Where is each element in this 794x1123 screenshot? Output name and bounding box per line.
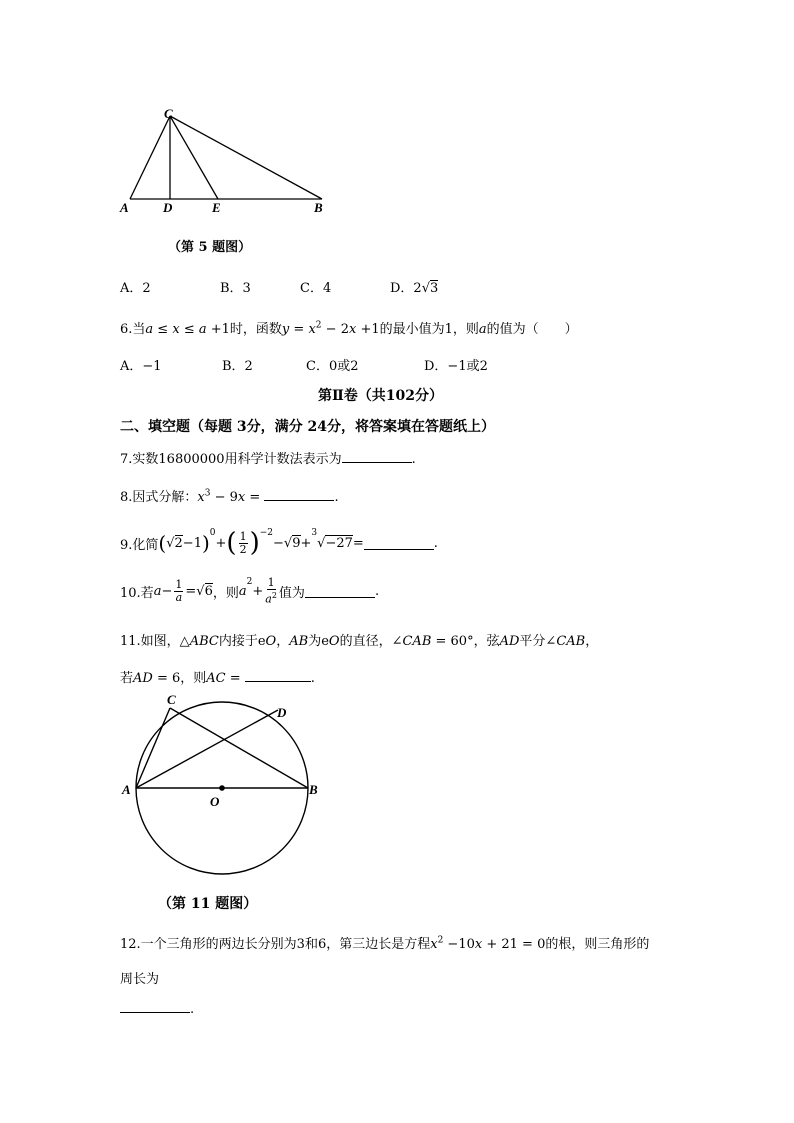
q11-text: = 60° — [431, 634, 474, 649]
q10-exponent: 2 — [246, 577, 253, 587]
fig5-label-b: B — [314, 200, 323, 215]
fig11-center-point — [219, 785, 225, 791]
q10-denominator: a — [175, 590, 183, 604]
q12-var-x: x — [474, 937, 483, 952]
fig11-label-a: A — [122, 782, 131, 797]
q9-plus: + — [300, 535, 312, 551]
q9-sqrt-arg: 2 — [174, 536, 183, 551]
q9-eq: = — [352, 535, 364, 551]
q12-end: . — [190, 1002, 195, 1017]
q11-var: AB — [289, 634, 309, 649]
sqrt-symbol: √ — [317, 535, 326, 551]
q11-text: 的直径，∠ — [339, 634, 403, 649]
q9-denominator: 2 — [239, 542, 247, 556]
q8-eq: = — [245, 490, 265, 505]
sqrt-symbol: √ — [166, 535, 175, 551]
q11-eq: = — [225, 671, 245, 686]
question-11-line-2 — [120, 667, 315, 686]
q11-var: O — [328, 634, 340, 649]
q6-eq: = — [289, 322, 309, 337]
q6-option-b: B．2 — [222, 359, 253, 374]
sqrt-symbol: √ — [421, 281, 430, 296]
q12-exponent: 2 — [437, 935, 444, 946]
q9-numerator: 1 — [239, 529, 247, 543]
q9-root-index: 3 — [311, 528, 318, 538]
q6-var-a: a — [145, 322, 154, 337]
q10-text: ，则 — [212, 585, 239, 601]
q5-option-a: A．2 — [120, 281, 151, 296]
q11-var: AD — [499, 634, 520, 649]
question-12-line-3 — [120, 1000, 194, 1017]
q10-var-a: a — [238, 583, 247, 599]
q9-plus: + — [215, 535, 227, 551]
fig11-caption: （第 11 题图） — [158, 896, 258, 912]
question-7 — [120, 448, 416, 467]
q11-text: 11.如图，△ — [120, 634, 190, 649]
q8-var-x: x — [197, 490, 205, 505]
q8-text: − 9 — [210, 490, 238, 505]
q9-exponent: −2 — [259, 528, 274, 538]
q9-cbrt-arg: −27 — [325, 536, 353, 551]
q6-text: 的值为（ ） — [486, 322, 578, 337]
q12-text: −10 — [443, 937, 475, 952]
q12-answer-blank[interactable] — [120, 1000, 190, 1013]
q8-var-x: x — [237, 490, 246, 505]
fig11-label-c: C — [167, 692, 176, 707]
question-12-line-1 — [120, 933, 649, 952]
fig5-label-c: C — [164, 106, 173, 121]
q11-text: 内接于 — [218, 634, 258, 649]
q9-paren: ) — [201, 531, 210, 555]
q11-var: AC — [206, 671, 226, 686]
q6-le: ≤ — [153, 322, 173, 337]
figure-11-circle — [110, 690, 340, 880]
q12-text: + 21 = 0 — [482, 937, 546, 952]
q11-text: ， — [276, 634, 290, 649]
q11-text: ， — [585, 634, 599, 649]
q11-var: CAB — [556, 634, 586, 649]
question-8 — [120, 486, 339, 505]
q12-text: 的根，则三角形的 — [545, 937, 650, 952]
q8-text: 8.因式分解： — [120, 490, 198, 505]
q11-var: CAB — [402, 634, 432, 649]
q9-end: . — [433, 535, 438, 551]
q5-option-b: B．3 — [220, 281, 251, 296]
fig11-label-o: O — [210, 794, 220, 809]
q9-text: −1 — [182, 535, 202, 551]
section-2-heading: 二、填空题（每题 3分，满分 24分，将答案填在答题纸上） — [120, 419, 495, 435]
q5-option-d-label: D．2 — [390, 281, 422, 296]
q11-end: . — [310, 671, 315, 686]
q10-fraction — [174, 579, 183, 604]
q8-end: . — [334, 490, 339, 505]
q9-text: 9.化简 — [120, 537, 159, 553]
question-9 — [120, 528, 438, 558]
q9-answer-blank[interactable] — [364, 537, 434, 550]
q10-sqrt-arg: 6 — [204, 584, 213, 600]
q6-var-y: y — [281, 322, 290, 337]
q6-var-x: x — [172, 322, 180, 337]
q10-plus: + — [252, 583, 264, 599]
sqrt-symbol: √ — [283, 535, 293, 551]
q6-option-a: A．−1 — [120, 359, 162, 374]
q11-text: ，则 — [180, 671, 207, 686]
q11-text: ，弦 — [473, 634, 500, 649]
q6-var-a: a — [198, 322, 207, 337]
q7-answer-blank[interactable] — [342, 450, 412, 463]
q7-end: . — [411, 452, 416, 467]
q9-paren: ( — [158, 531, 167, 555]
q9-exponent: 0 — [209, 528, 216, 538]
fig11-label-d: D — [277, 705, 287, 720]
q5-option-c: C．4 — [300, 281, 332, 296]
q6-var-x: x — [308, 322, 316, 337]
q6-var-a: a — [478, 322, 487, 337]
q11-var: O — [265, 634, 277, 649]
q6-option-c: C．0或2 — [306, 359, 359, 374]
question-10 — [120, 577, 379, 606]
q10-minus: − — [161, 583, 173, 599]
q11-answer-blank[interactable] — [245, 669, 311, 682]
fig11-label-b: B — [309, 782, 318, 797]
q10-exponent: 2 — [271, 591, 277, 600]
q11-var: AD — [133, 671, 153, 686]
question-6 — [120, 318, 578, 337]
q11-text: 若 — [120, 671, 134, 686]
q11-var: ABC — [189, 634, 219, 649]
q11-text: 平分∠ — [519, 634, 557, 649]
q6-num: 6.当 — [120, 322, 146, 337]
q10-text: 10.若 — [120, 585, 154, 601]
q10-fraction-2 — [265, 577, 277, 606]
fig5-caption: （第 5 题图） — [168, 240, 252, 255]
q11-text: = 6 — [152, 671, 181, 686]
q11-circle-symbol: e — [321, 634, 329, 649]
figure-5-triangle — [110, 100, 340, 220]
q11-text: 为 — [308, 634, 322, 649]
q9-fraction — [239, 531, 248, 556]
q6-text: +1时，函数 — [206, 322, 282, 337]
q10-numerator: 1 — [267, 576, 275, 589]
q5-option-d — [390, 277, 438, 296]
q6-var-x: x — [348, 322, 357, 337]
q10-var-a: a — [265, 592, 272, 606]
q10-answer-blank[interactable] — [305, 585, 375, 598]
q6-le: ≤ — [179, 322, 199, 337]
q8-answer-blank[interactable] — [264, 488, 334, 501]
q10-text: 值为 — [278, 585, 305, 601]
q5-sqrt-arg: 3 — [430, 281, 439, 296]
q10-numerator: 1 — [175, 577, 183, 591]
q11-circle-symbol: e — [257, 634, 266, 649]
q10-end: . — [374, 583, 380, 599]
q6-text: +1的最小值为1，则 — [356, 322, 479, 337]
sqrt-symbol: √ — [196, 583, 205, 599]
section-2-title: 第Ⅱ卷（共102分） — [318, 388, 444, 404]
q12-text: 12.一个三角形的两边长分别为3和6，第三边长是方程 — [120, 937, 431, 952]
fig5-label-d: D — [163, 200, 173, 215]
q7-text: 7.实数16800000用科学计数法表示为 — [120, 452, 342, 467]
question-12-line-2: 周长为 — [120, 972, 160, 987]
q8-exponent: 3 — [204, 488, 211, 499]
q12-var-x: x — [430, 937, 438, 952]
q6-option-d: D．−1或2 — [424, 359, 488, 374]
q9-paren: ( — [226, 528, 237, 558]
q9-sqrt-arg: 9 — [292, 536, 301, 551]
q9-paren: ) — [249, 528, 260, 558]
fig5-label-e: E — [212, 200, 221, 215]
q6-text: − 2 — [321, 322, 349, 337]
question-11-line-1 — [120, 630, 598, 649]
q10-denominator — [265, 590, 277, 606]
q9-minus: − — [273, 535, 284, 551]
q6-exponent: 2 — [315, 320, 322, 331]
fig5-label-a: A — [120, 200, 129, 215]
q10-var-a: a — [153, 583, 162, 599]
q10-eq: = — [185, 583, 197, 599]
